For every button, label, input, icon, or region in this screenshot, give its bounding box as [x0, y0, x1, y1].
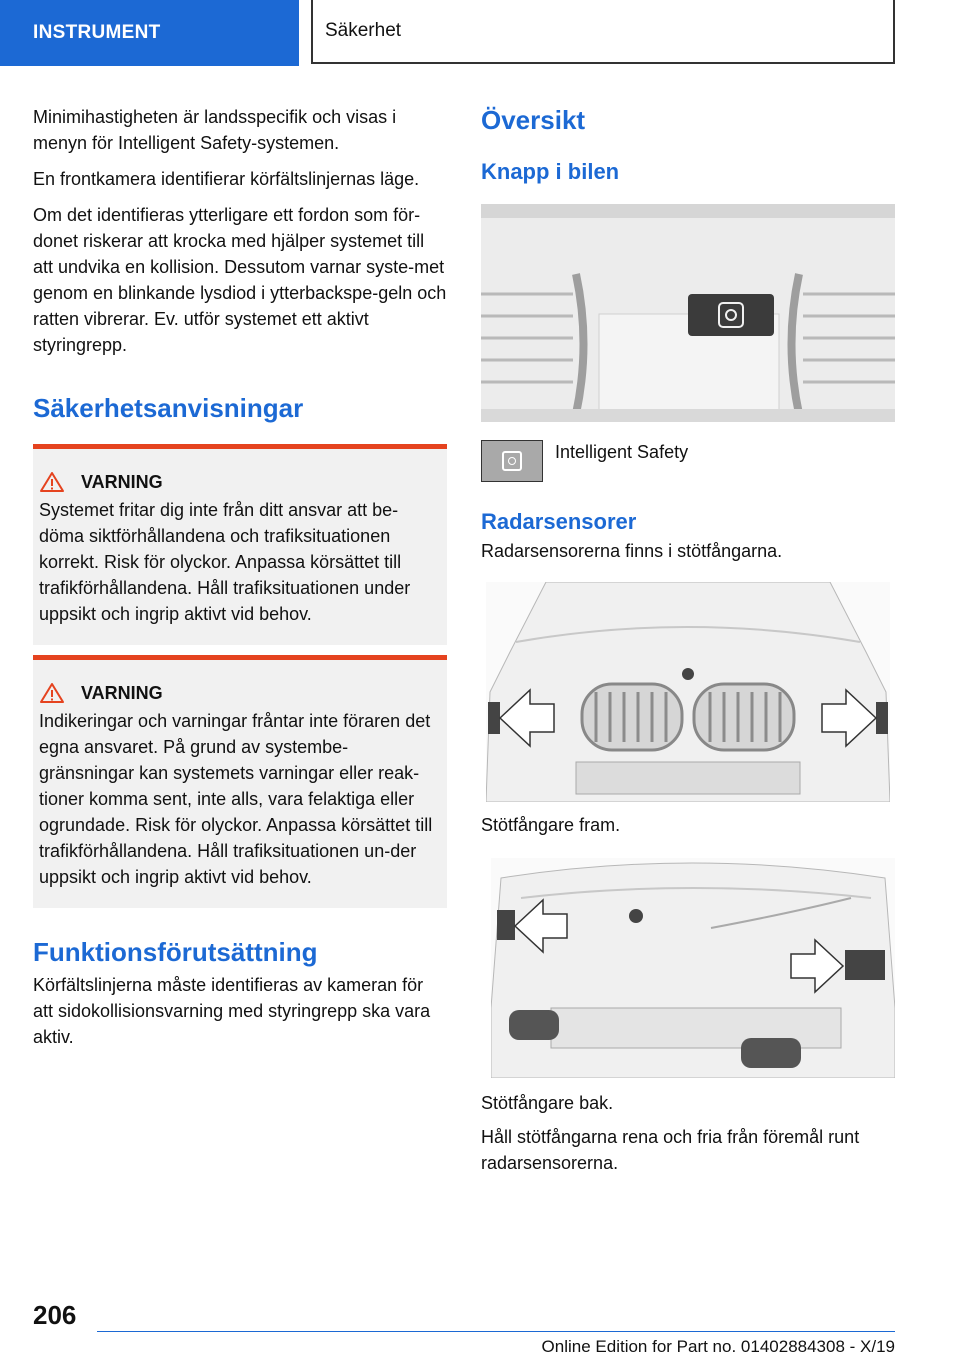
warning-triangle-icon — [39, 471, 65, 493]
overview-heading: Översikt — [481, 105, 586, 135]
right-column — [481, 104, 895, 1186]
rear-bumper-image — [491, 858, 895, 1078]
warning-text-2: Indikeringar och varningar fråntar inte föraren det egna ansvaret. På grund av systembe-gränsningar kan systemets varningar eller reak-tioner komma sent, inte alls, vara felaktiga eller ogrundade. Risk för olyckor. Anpassa körsättet till trafikförhållandena. Håll trafiksituationen un-der uppsikt och ingrip aktivt vid behov. — [39, 711, 433, 887]
button-legend — [481, 440, 895, 482]
warning-title-1: VARNING — [81, 471, 163, 492]
warning-title-2: VARNING — [81, 682, 163, 703]
button-heading: Knapp i bilen — [481, 159, 620, 184]
closing-text: Håll stötfångarna rena och fria från föremål runt radarsensorerna. — [481, 1127, 860, 1173]
footer-rule — [97, 1331, 895, 1332]
intelligent-safety-button-icon — [481, 440, 543, 482]
edition-note: Online Edition for Part no. 01402884308 - X/19 — [541, 1337, 895, 1356]
radar-text: Radarsensorerna finns i stötfångarna. — [481, 541, 783, 561]
function-text: Körfältslinjerna måste identifieras av kameran för att sidokollisionsvarning med styringrepp ska vara aktiv. — [33, 975, 431, 1047]
dashboard-button-image — [481, 204, 895, 422]
dashboard-illustration — [481, 204, 895, 422]
front-caption: Stötfångare fram. — [481, 815, 621, 835]
chapter-title: Säkerhet — [311, 0, 895, 64]
intro-paragraph-3: Om det identifieras ytterligare ett fordon som för-donet riskerar att krocka med hjälper systemet till att undvika en kollision. Dessutom varnar syste-met genom en blinkande lysdiod i ytterbackspe-geln och ratten vibrerar. Ev. utför systemet ett aktivt styringrepp. — [33, 205, 447, 355]
front-bumper-illustration — [486, 582, 890, 802]
warning-triangle-icon — [39, 682, 65, 704]
rear-bumper-illustration — [491, 858, 895, 1078]
intro-paragraph-2: En frontkamera identifierar körfältslinjernas läge. — [33, 169, 420, 189]
page-number: 206 — [33, 1300, 77, 1330]
warning-text-1: Systemet fritar dig inte från ditt ansvar att be-döma siktförhållandena och trafiksituationen korrekt. Risk för olyckor. Anpassa körsättet till trafikförhållandena. Håll trafiksituationen under uppsikt och ingrip aktivt vid behov. — [39, 500, 411, 624]
button-label: Intelligent Safety — [555, 442, 689, 462]
section-tab: INSTRUMENT — [0, 0, 299, 66]
warning-box-1 — [33, 444, 447, 645]
function-heading: Funktionsförutsättning — [33, 937, 318, 967]
left-column — [33, 104, 447, 1060]
rear-caption: Stötfångare bak. — [481, 1093, 614, 1113]
front-bumper-image — [486, 582, 890, 802]
warning-box-2 — [33, 655, 447, 908]
intro-paragraph-1: Minimihastigheten är landsspecifik och visas i menyn för Intelligent Safety-systemen. — [33, 107, 397, 153]
safety-heading: Säkerhetsanvisningar — [33, 393, 304, 423]
radar-heading: Radarsensorer — [481, 509, 637, 534]
